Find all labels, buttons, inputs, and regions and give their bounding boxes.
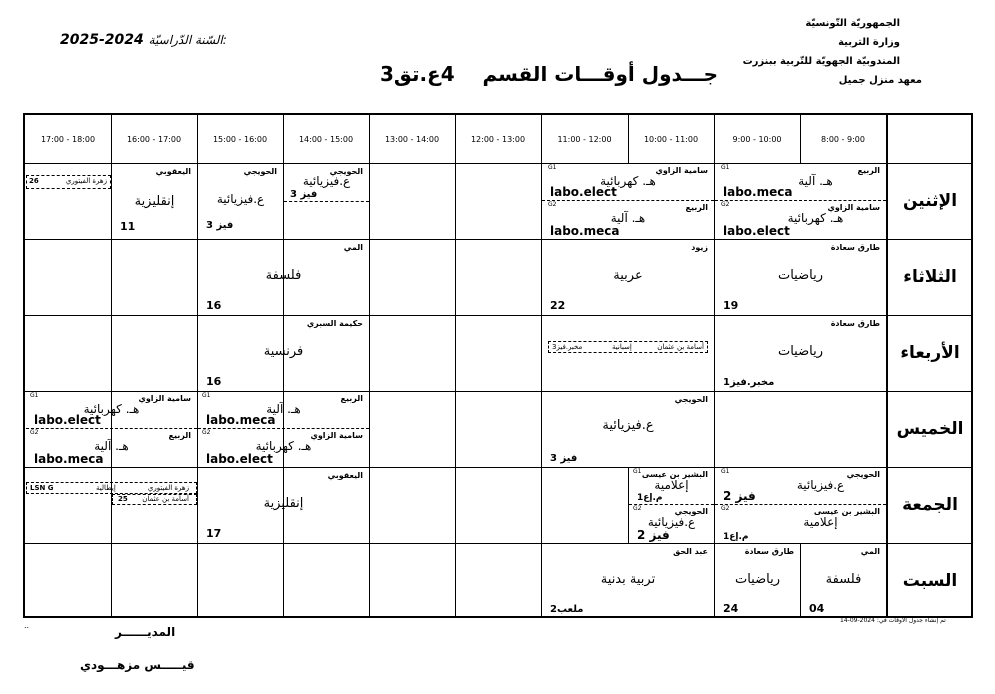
delegation-line: المندوبيّة الجهويّة للتّربية ببنزرت — [742, 56, 900, 67]
room: فيز 2 — [723, 489, 756, 503]
lesson-tue-3[interactable] — [198, 240, 369, 315]
teacher-name: الحويجي — [846, 470, 880, 479]
room: labo.elect — [206, 452, 273, 466]
room: 19 — [723, 299, 739, 312]
subject: إعلامية — [654, 478, 689, 492]
group-index: G1 — [721, 468, 730, 475]
lesson-tue-1[interactable] — [715, 240, 886, 315]
lesson-fri-1[interactable] — [715, 468, 886, 543]
subject: هـ. آلية — [610, 211, 646, 225]
extra-room: 26 — [29, 177, 39, 185]
subject: هـ. كهربائية — [255, 439, 312, 453]
class-name: 4ع.تق3 — [380, 62, 455, 86]
room: 04 — [809, 602, 825, 615]
room: مخبر.فيز3 — [552, 343, 583, 351]
teacher-name: الحويجي — [243, 167, 277, 176]
teacher-name: زهرة الفيتوري — [147, 484, 189, 492]
teacher-name: زيود — [691, 243, 708, 252]
school-year — [60, 32, 227, 48]
teacher-name: الربيع — [685, 203, 708, 212]
group-1-half — [542, 164, 714, 201]
subject: هـ. آلية — [266, 402, 301, 416]
time-slot-9: 16:00 - 17:00 — [126, 134, 182, 144]
time-slot-10: 17:00 - 18:00 — [40, 134, 96, 144]
group-index: G2 — [721, 505, 730, 512]
lesson-wed-3[interactable] — [198, 316, 369, 391]
teacher-name: حكيمة السبري — [306, 319, 363, 328]
subject: هـ. كهربائية — [83, 402, 140, 416]
timetable-grid — [23, 113, 973, 618]
subject: ع.فيزيائية — [216, 192, 265, 206]
lesson-fri-4[interactable] — [26, 468, 197, 543]
subject: هـ. آلية — [94, 439, 129, 453]
republic-line: الجمهوريّة التّونسيّة — [805, 18, 900, 29]
room: فيز 2 — [637, 528, 670, 542]
time-slot-8: 15:00 - 16:00 — [212, 134, 268, 144]
teacher-name: طارق سعادة — [830, 243, 880, 252]
lesson-fri-3[interactable] — [198, 468, 369, 543]
room: فيز 3 — [206, 220, 234, 231]
year-label: السّنة الدّراسيّة: — [148, 33, 227, 47]
lesson-wed-1[interactable] — [715, 316, 886, 391]
lesson-mon-4[interactable] — [112, 164, 197, 239]
group-1-half — [26, 392, 197, 429]
lesson-mon-1[interactable] — [715, 164, 886, 239]
room: ملعب2 — [550, 604, 584, 615]
teacher-name: اليعقوبي — [327, 471, 363, 480]
teacher-name: الربيع — [168, 431, 191, 440]
group-index: G1 — [548, 164, 557, 171]
lesson-mon-3[interactable] — [284, 164, 369, 202]
creation-date-note: تم إنشاء جدول الأوقات في: 2024-09-14 — [840, 617, 946, 624]
room: 16 — [206, 299, 222, 312]
subject: هـ. كهربائية — [787, 211, 844, 225]
group-1-half — [198, 392, 369, 429]
time-slot-7: 14:00 - 15:00 — [298, 134, 354, 144]
room: labo.meca — [723, 185, 793, 199]
institution-header — [742, 14, 922, 90]
day-wednesday: الأربعاء — [900, 343, 960, 363]
teacher-name: البشير بن عيسى — [641, 470, 708, 479]
teacher-name: سامية الزاوي — [310, 431, 363, 440]
teacher-name: أسامة بن عثمان — [142, 495, 189, 503]
room: م.إع1 — [723, 532, 749, 542]
room: 22 — [550, 299, 566, 312]
teacher-name: سامية الزاوي — [138, 394, 191, 403]
room: 24 — [723, 602, 739, 615]
group-index: G2 — [633, 505, 642, 512]
group-index: G2 — [30, 429, 39, 436]
title-text: جـــدول أوقـــات القسم — [482, 62, 718, 86]
teacher-name: الحويجي — [674, 395, 708, 404]
room: labo.elect — [550, 185, 617, 199]
lesson-sat-1[interactable] — [801, 544, 886, 618]
group-index: G1 — [202, 392, 211, 399]
teacher-name: طارق سعادة — [744, 547, 794, 556]
subject: ع.فيزيائية — [796, 478, 845, 492]
teacher-name: المي — [343, 243, 363, 252]
group-2-half — [198, 429, 369, 467]
teacher-name: أسامة بن عثمان — [657, 343, 704, 351]
group-index: G1 — [633, 468, 642, 475]
time-slot-3: 10:00 - 11:00 — [643, 134, 699, 144]
day-thursday: الخميس — [896, 419, 964, 439]
group-2-half — [715, 505, 886, 543]
room: 11 — [120, 220, 136, 233]
teacher-name: سامية الزاوي — [655, 166, 708, 175]
group-index: G2 — [721, 201, 730, 208]
teacher-name: المي — [860, 547, 880, 556]
teacher-name: اليعقوبي — [155, 167, 191, 176]
extra-teacher: زهرة الفيتوري — [65, 177, 107, 185]
subject: رياضيات — [777, 268, 824, 283]
teacher-name: عبد الحق — [673, 547, 708, 556]
room: فيز 3 — [290, 189, 318, 200]
teacher-name: الحويجي — [674, 507, 708, 516]
room: labo.meca — [550, 224, 620, 238]
room: فيز 3 — [550, 453, 578, 464]
room: مخبر.فيز1 — [723, 377, 775, 388]
subject: ع.فيزيائية — [602, 418, 654, 433]
subject: إيطالية — [96, 484, 116, 492]
room: 16 — [206, 375, 222, 388]
group-2-half — [629, 505, 714, 543]
teacher-name: الحويجي — [329, 167, 363, 176]
subject: إعلامية — [803, 515, 838, 529]
teacher-name: الربيع — [857, 166, 880, 175]
room: labo.meca — [206, 413, 276, 427]
subject: إنقليزية — [134, 194, 175, 209]
subject: فلسفة — [825, 572, 862, 587]
lesson-mon-3b[interactable] — [198, 164, 283, 239]
subject: تربية بدنية — [600, 572, 656, 587]
room: labo.elect — [723, 224, 790, 238]
day-friday: الجمعة — [902, 495, 958, 515]
subject: فرنسية — [263, 344, 304, 359]
teacher-name: طارق سعادة — [830, 319, 880, 328]
day-saturday: السبت — [902, 570, 958, 591]
time-slot-4: 11:00 - 12:00 — [557, 134, 612, 144]
subject: ع.فيزيائية — [302, 174, 351, 188]
subject: ع.فيزيائية — [647, 515, 696, 529]
group-1-half — [715, 164, 886, 201]
teacher-name: سامية الزاوي — [827, 203, 880, 212]
col-divider — [369, 115, 370, 618]
group-index: G1 — [721, 164, 730, 171]
subject: إنقليزية — [263, 496, 304, 511]
lesson-mon-2[interactable] — [542, 164, 714, 239]
subject: عربية — [613, 268, 643, 283]
group-index: G2 — [202, 429, 211, 436]
year-value: 2025-2024 — [60, 32, 144, 48]
time-slot-1: 8:00 - 9:00 — [821, 134, 865, 144]
lesson-thu-3[interactable] — [26, 392, 197, 467]
room: م.إع1 — [637, 493, 663, 503]
lesson-wed-2[interactable] — [542, 316, 714, 391]
group-index: G1 — [30, 392, 39, 399]
lesson-tue-2[interactable] — [542, 240, 714, 315]
director-name: قيـــــس مزهـــودي — [80, 658, 195, 672]
teacher-name: الربيع — [340, 394, 363, 403]
subject: هـ. كهربائية — [600, 174, 656, 188]
school-name: معهد منزل جميل — [838, 75, 922, 86]
lesson-sat-3[interactable] — [542, 544, 714, 618]
subject: هـ. آلية — [798, 174, 833, 188]
subject: فلسفة — [265, 268, 302, 283]
day-tuesday: الثلاثاء — [903, 267, 957, 287]
group-1-half — [715, 468, 886, 505]
col-divider — [455, 115, 456, 618]
time-slot-5: 12:00 - 13:00 — [470, 134, 526, 144]
lesson-sat-2[interactable] — [715, 544, 800, 618]
lesson-thu-2[interactable] — [198, 392, 369, 467]
subject: إسبانية — [612, 343, 632, 351]
day-monday: الإثنين — [902, 191, 958, 211]
group-2-half — [26, 429, 197, 467]
footer-mark: .. — [24, 621, 30, 630]
room: labo.elect — [34, 413, 101, 427]
director-label: المديــــــر — [115, 625, 176, 639]
group-index: G2 — [548, 201, 557, 208]
room: 17 — [206, 527, 222, 540]
room: 25 — [118, 495, 128, 503]
group-1-half — [629, 468, 714, 505]
group-2-half — [715, 201, 886, 239]
ministry-line: وزارة التربية — [838, 37, 900, 48]
lesson-fri-2[interactable] — [629, 468, 714, 543]
teacher-name: البشير بن عيسى — [813, 507, 880, 516]
subject: رياضيات — [777, 344, 824, 359]
lesson-mon-4-extra[interactable] — [26, 175, 111, 189]
time-slot-6: 13:00 - 14:00 — [384, 134, 440, 144]
group-2-half — [542, 201, 714, 239]
room: labo.meca — [34, 452, 104, 466]
page-title — [380, 62, 718, 86]
subject: رياضيات — [734, 572, 781, 587]
lesson-thu-1[interactable] — [542, 392, 714, 467]
room: LSN G — [30, 484, 54, 492]
time-slot-2: 9:00 - 10:00 — [732, 134, 782, 144]
